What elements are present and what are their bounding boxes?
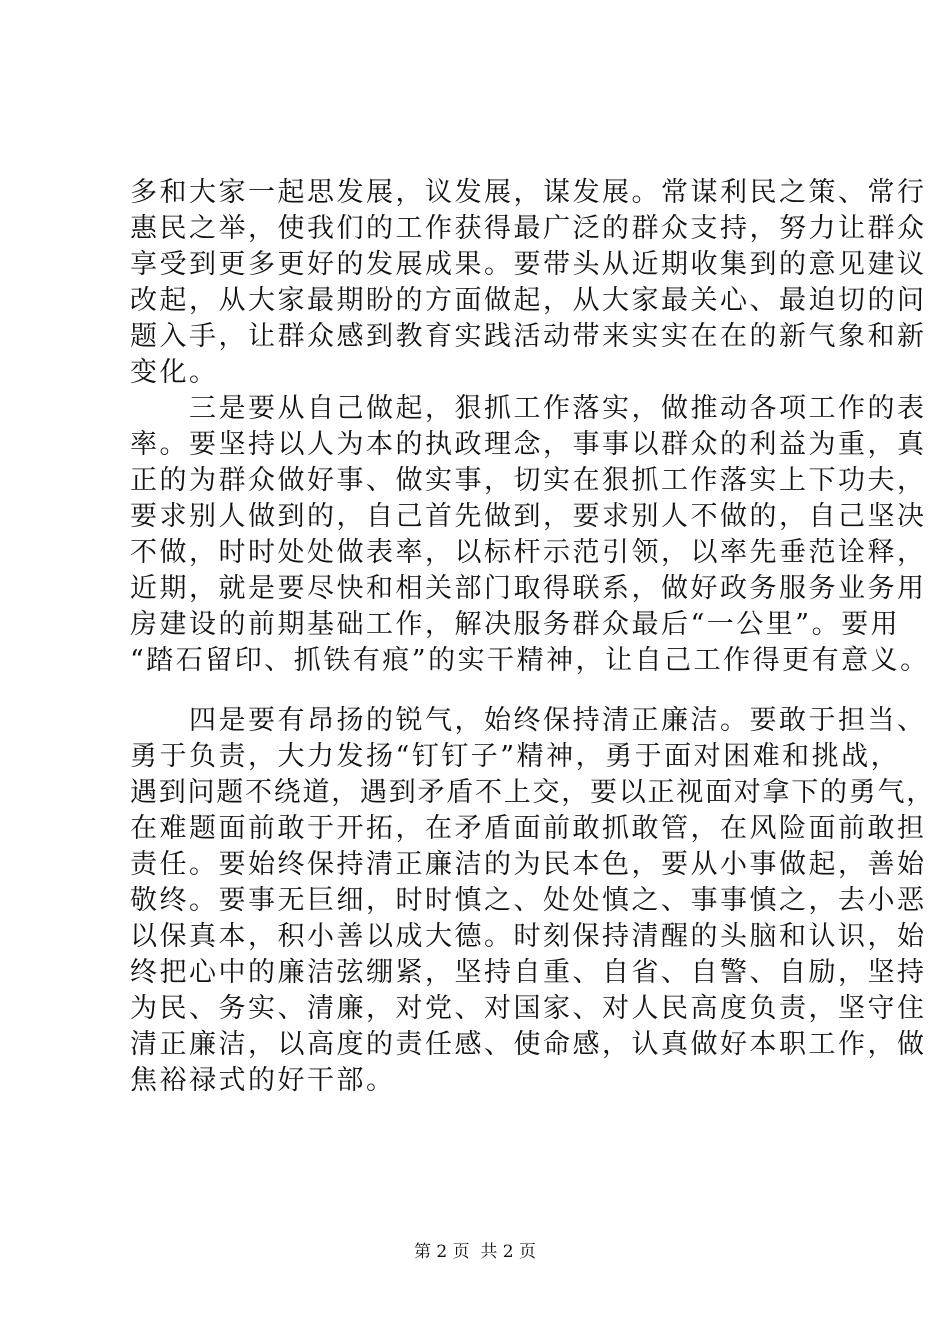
text-line: 勇于负责，大力发扬“钉钉子”精神，勇于面对困难和挑战， — [130, 741, 901, 772]
page-number-footer: 第 2 页 共 2 页 — [413, 1242, 537, 1262]
text-line: 惠民之举，使我们的工作获得最广泛的群众支持，努力让群众 — [130, 213, 927, 244]
text-line: 遇到问题不绕道，遇到矛盾不上交，要以正视面对拿下的勇气， — [130, 777, 935, 808]
text-line: 为民、务实、清廉，对党、对国家、对人民高度负责，坚守住 — [130, 993, 927, 1024]
text-line: 焦裕禄式的好干部。 — [130, 1065, 396, 1096]
text-line: 清正廉洁，以高度的责任感、使命感，认真做好本职工作，做 — [130, 1029, 927, 1060]
text-line: 正的为群众做好事、做实事，切实在狠抓工作落实上下功夫， — [130, 465, 927, 496]
text-line: 终把心中的廉洁弦绷紧，坚持自重、自省、自警、自励，坚持 — [130, 957, 927, 988]
text-line: 享受到更多更好的发展成果。要带头从近期收集到的意见建议 — [130, 249, 927, 280]
text-line: 多和大家一起思发展，议发展，谋发展。常谋利民之策、常行 — [130, 177, 927, 208]
text-line: 率。要坚持以人为本的执政理念，事事以群众的利益为重，真 — [130, 429, 927, 460]
text-line: 题入手，让群众感到教育实践活动带来实实在在的新气象和新 — [130, 321, 927, 352]
text-line: 改起，从大家最期盼的方面做起，从大家最关心、最迫切的问 — [130, 285, 927, 316]
text-line: 以保真本，积小善以成大德。时刻保持清醒的头脑和认识，始 — [130, 921, 927, 952]
paragraph-start-line: 四是要有昂扬的锐气，始终保持清正廉洁。要敢于担当、 — [189, 705, 927, 736]
text-line: 房建设的前期基础工作，解决服务群众最后“一公里”。要用 — [130, 609, 901, 640]
text-line: 责任。要始终保持清正廉洁的为民本色，要从小事做起，善始 — [130, 849, 927, 880]
text-line: 在难题面前敢于开拓，在矛盾面前敢抓敢管，在风险面前敢担 — [130, 813, 927, 844]
text-line: 敬终。要事无巨细，时时慎之、处处慎之、事事慎之，去小恶 — [130, 885, 927, 916]
text-line: 要求别人做到的，自己首先做到，要求别人不做的，自己坚决 — [130, 501, 927, 532]
text-line: 不做，时时处处做表率，以标杆示范引领，以率先垂范诠释， — [130, 537, 927, 568]
text-line: 变化。 — [130, 357, 219, 388]
text-line: 近期，就是要尽快和相关部门取得联系，做好政务服务业务用 — [130, 573, 927, 604]
paragraph-start-line: 三是要从自己做起，狠抓工作落实，做推动各项工作的表 — [189, 393, 927, 424]
text-line: “踏石留印、抓铁有痕”的实干精神，让自己工作得更有意义。 — [130, 645, 930, 676]
